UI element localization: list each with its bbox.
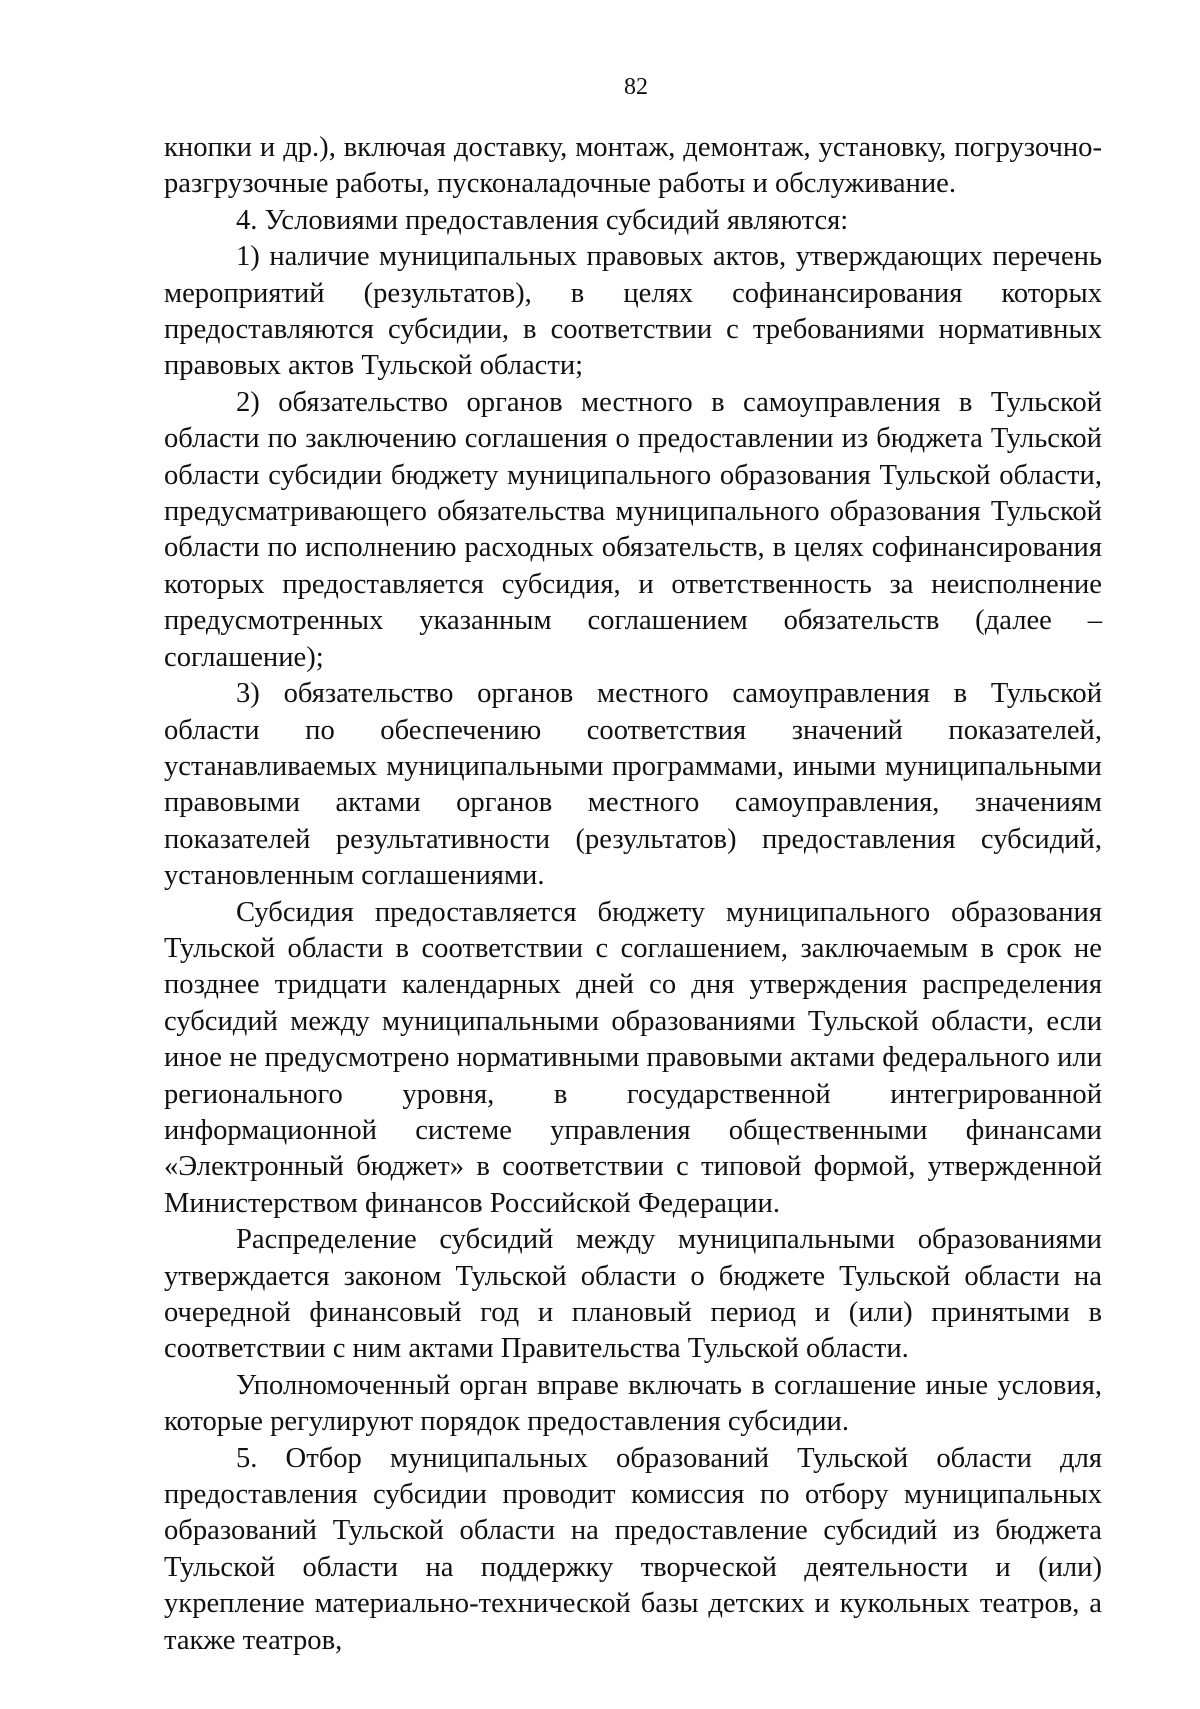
paragraph-conditions-heading: 4. Условиями предоставления субсидий являются:	[236, 204, 849, 236]
paragraph-condition-3: 3) обязательство органов местного самоуправления в Тульской области по обеспечению соответствия значений показателей, устанавливаемых муниципальными программами, иными муниципальными правовыми актами органов местного самоуправления, значениям показателей результативности (результатов) предоставления субсидий, установленным соглашениями.	[164, 678, 1102, 892]
paragraph-condition-2: 2) обязательство органов местного в самоуправления в Тульской области по заключению соглашения о предоставлении из бюджета Тульской области субсидии бюджету муниципального образования Тульской области, предусматривающего обязательства муниципального образования Тульской области по исполнению расходных обязательств, в целях софинансирования которых предоставляется субсидия, и ответственность за неисполнение предусмотренных указанным соглашением обязательств (далее – соглашение);	[164, 386, 1102, 673]
paragraph-distribution: Распределение субсидий между муниципальными образованиями утверждается законом Тульской области о бюджете Тульской области на очередной финансовый год и плановый период и (или) принятыми в соответствии с ним актами Правительства Тульской области.	[164, 1224, 1102, 1365]
paragraph-subsidy-agreement: Субсидия предоставляется бюджету муниципального образования Тульской области в соответствии с соглашением, заключаемым в срок не позднее тридцати календарных дней со дня утверждения распределения субсидий между муниципальными образованиями Тульской области, если иное не предусмотрено нормативными правовыми актами федерального или регионального уровня, в государственной интегрированной информационной системе управления общественными финансами «Электронный бюджет» в соответствии с типовой формой, утвержденной Министерством финансов Российской Федерации.	[164, 896, 1102, 1219]
paragraph-authorized-body: Уполномоченный орган вправе включать в соглашение иные условия, которые регулируют порядок предоставления субсидии.	[164, 1369, 1102, 1438]
paragraph-continuation: кнопки и др.), включая доставку, монтаж, демонтаж, установку, погрузочно-разгрузочные работы, пусконаладочные работы и обслуживание.	[164, 132, 1102, 200]
paragraph-selection: 5. Отбор муниципальных образований Тульской области для предоставления субсидии проводит комиссия по отбору муниципальных образований Тульской области на предоставление субсидий из бюджета Тульской области на поддержку творческой деятельности и (или) укрепление материально-технической базы детских и кукольных театров, а также театров,	[164, 1442, 1102, 1656]
body-text	[164, 130, 1102, 1659]
page-number: 82	[624, 74, 648, 100]
paragraph-condition-1: 1) наличие муниципальных правовых актов, утверждающих перечень мероприятий (результатов), в целях софинансирования которых предоставляются субсидии, в соответствии с требованиями нормативных правовых актов Тульской области;	[164, 241, 1102, 382]
